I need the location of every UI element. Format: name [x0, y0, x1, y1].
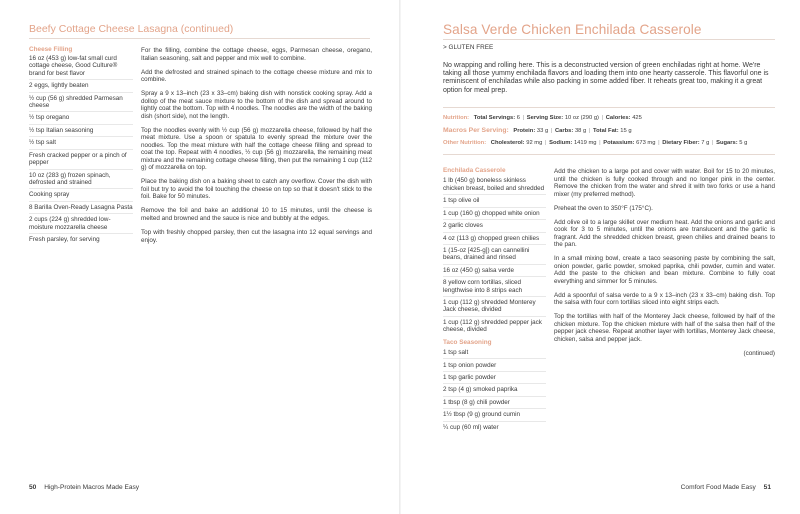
nutrition-line: Nutrition: Total Servings: 6 | Serving Size: 10 oz (290 g) | Calories: 425	[443, 115, 642, 121]
other-nutrition-line: Other Nutrition: Cholesterol: 92 mg | Sodium: 1419 mg | Potassium: 673 mg | Dietary Fiber: 7 g | Sugars: 5 g	[443, 140, 748, 146]
right-title-rule	[443, 39, 775, 40]
fiber-value: 7 g	[701, 140, 710, 146]
potassium-value: 673 mg	[636, 140, 656, 146]
ingredient-item: 1 cup (112 g) shredded Monterey Jack cheese, divided	[443, 297, 546, 317]
ingredient-item: 1 tsp onion powder	[443, 359, 546, 371]
nutrition-label: Nutrition:	[443, 115, 470, 121]
left-recipe-title: Beefy Cottage Cheese Lasagna (continued)	[29, 23, 234, 35]
direction-step: Add a spoonful of salsa verde to a 9 x 13–inch (23 x 33–cm) baking dish. Top the salsa with four corn tortillas sliced into eight strips each.	[554, 291, 775, 307]
cholesterol-label: Cholesterol:	[490, 140, 525, 146]
ingredient-item: 10 oz (283 g) frozen spinach, defrosted and strained	[29, 170, 133, 190]
cheese-filling-heading: Cheese Filling	[29, 46, 73, 53]
macros-line: Macros Per Serving: Protein: 33 g | Carbs: 38 g | Total Fat: 15 g	[443, 127, 632, 134]
ingredient-item: ½ tsp salt	[29, 137, 133, 149]
ingredient-item: Cooking spray	[29, 189, 133, 201]
direction-step: In a small mixing bowl, create a taco seasoning paste by combining the salt, onion powder, garlic powder, smoked paprika, chili powder, cumin and water. Add the paste to the chicken and bean mixture. Combine to fully coat everything and simmer for 5 minutes.	[554, 255, 775, 285]
sodium-label: Sodium:	[549, 140, 573, 146]
serving-size-label: Serving Size:	[526, 115, 564, 121]
servings-label: Total Servings:	[473, 115, 516, 121]
left-book-title: High-Protein Macros Made Easy	[44, 484, 140, 491]
lasagna-directions	[141, 47, 372, 251]
direction-step: Add the chicken to a large pot and cover with water. Boil for 15 to 20 minutes, until the chicken is fully cooked through and no longer pink in the center. Remove the chicken from the water and shred it with two forks or use a hand mixer (my preferred method).	[554, 168, 775, 198]
ingredient-item: 1 cup (112 g) shredded pepper jack cheese, divided	[443, 318, 542, 334]
ingredient-item: 1 cup (160 g) chopped white onion	[443, 208, 546, 220]
right-page	[400, 0, 800, 514]
protein-value: 33 g	[536, 128, 549, 134]
carbs-value: 38 g	[574, 128, 587, 134]
ingredient-item: Fresh cracked pepper or a pinch of pepper	[29, 150, 133, 170]
direction-step: For the filling, combine the cottage cheese, eggs, Parmesan cheese, oregano, Italian seasoning, salt and pepper and mix well to combine.	[141, 47, 372, 62]
direction-step: Preheat the oven to 350°F (175°C).	[554, 204, 653, 212]
left-title-rule	[29, 38, 370, 39]
ingredient-item: 2 cups (224 g) shredded low-moisture mozzarella cheese	[29, 214, 133, 234]
direction-step: Top the noodles evenly with ½ cup (56 g) mozzarella cheese, followed by half the meat mixture. Use a spoon or spatula to evenly spread the mixture over the noodles. Top the meat mixture with half the cottage cheese filling and spread to coat the top. Repeat with 4 noodles, ½ cup (56 g) mozzarella, the remaining meat mixture and the remaining cottage cheese filling, then put the remaining 1 cup (112 g) of mozzarella on top.	[141, 126, 372, 172]
cheese-filling-ingredients	[29, 53, 133, 246]
ingredient-item: 1 tsp garlic powder	[443, 372, 546, 384]
enchilada-directions	[554, 168, 775, 364]
gluten-free-tag: > GLUTEN FREE	[443, 44, 494, 51]
ingredient-item: 1½ tbsp (9 g) ground cumin	[443, 409, 546, 421]
ingredient-item: 2 tsp (4 g) smoked paprika	[443, 384, 546, 396]
ingredient-item: 8 Barilla Oven-Ready Lasagna Pasta	[29, 202, 133, 214]
ingredient-item: 16 oz (453 g) low-fat small curd cottage cheese, Good Culture® brand for best flavor	[29, 53, 133, 80]
fat-value: 15 g	[620, 128, 632, 134]
enchilada-ingredients-column	[443, 167, 546, 433]
direction-step: Spray a 9 x 13–inch (23 x 33–cm) baking dish with nonstick cooking spray. Add a dollop of the meat sauce mixture to the bottom of the dish and spread around to lightly coat the bottom. Top with 4 noodles. The noodles are the width of the baking dish (short side), not the length.	[141, 90, 372, 120]
ingredient-item: ½ tsp oregano	[29, 112, 133, 124]
ingredient-item: ½ tsp Italian seasoning	[29, 125, 133, 137]
recipe-intro: No wrapping and rolling here. This is a deconstructed version of green enchiladas right at home. We're taking all those yummy enchilada flavors and loading them into one hearty casserole. This flavorful one is reminiscent of enchiladas while also packing in some added fiber. It reheats great too, making it a great option for meal prep.	[443, 62, 769, 94]
direction-step: Place the baking dish on a baking sheet to catch any overflow. Cover the dish with foil but try to avoid the foil touching the cheese on top so that it doesn't stick to the foil. Bake for 50 minutes.	[141, 178, 372, 201]
serving-size-value: 10 oz (290 g)	[564, 115, 599, 121]
ingredient-item: 1 lb (450 g) boneless skinless chicken breast, boiled and shredded	[443, 175, 546, 195]
potassium-label: Potassium:	[603, 140, 635, 146]
ingredient-item: ¼ cup (60 ml) water	[443, 423, 499, 431]
total-servings-value: 6	[516, 115, 521, 121]
enchilada-casserole-heading: Enchilada Casserole	[443, 167, 506, 174]
direction-step: Add olive oil to a large skillet over medium heat. Add the onions and garlic and cook for 3 to 5 minutes, until the onions are translucent and the garlic is fragrant. Add the shredded chicken breast, green chilies and drained beans to the pan.	[554, 218, 775, 249]
ingredient-item: 2 eggs, lightly beaten	[29, 80, 133, 92]
calories-value: 425	[632, 115, 642, 121]
ingredient-item: 1 (15-oz [425-g]) can cannellini beans, drained and rinsed	[443, 245, 546, 265]
other-nutrition-label: Other Nutrition:	[443, 140, 487, 146]
sodium-value: 1419 mg	[573, 140, 597, 146]
right-footer	[681, 484, 771, 491]
fiber-label: Dietary Fiber:	[662, 140, 700, 146]
direction-step: Add the defrosted and strained spinach to the cottage cheese mixture and mix to combine.	[141, 68, 372, 84]
taco-seasoning-heading: Taco Seasoning	[443, 338, 492, 346]
right-book-title: Comfort Food Made Easy	[680, 484, 756, 491]
sugars-value: 5 g	[739, 140, 748, 146]
right-page-number: 51	[763, 484, 771, 491]
cholesterol-value: 92 mg	[526, 140, 543, 146]
left-footer	[29, 484, 139, 491]
sugars-label: Sugars:	[716, 140, 738, 146]
enchilada-ingredients	[443, 175, 546, 335]
direction-step: Top with freshly chopped parsley, then cut the lasagna into 12 equal servings and enjoy.	[141, 229, 372, 244]
macros-label: Macros Per Serving:	[443, 127, 509, 134]
direction-step: Remove the foil and bake an additional 10 to 15 minutes, until the cheese is melted and browned and the sauce is nice and bubbly at the edges.	[141, 207, 372, 222]
taco-seasoning-ingredients	[443, 347, 546, 433]
ingredient-item: 1 tbsp (8 g) chili powder	[443, 397, 546, 409]
right-recipe-title: Salsa Verde Chicken Enchilada Casserole	[443, 22, 702, 37]
calories-label: Calories:	[605, 115, 631, 121]
left-page-number: 50	[29, 484, 37, 491]
ingredient-item: 1 tsp olive oil	[443, 195, 546, 207]
ingredient-item: 2 garlic cloves	[443, 220, 546, 232]
ingredient-item: 16 oz (450 g) salsa verde	[443, 265, 546, 277]
protein-label: Protein:	[513, 128, 536, 134]
direction-step: Top the tortillas with half of the Monterey Jack cheese, followed by half of the chicken mixture. Top the chicken mixture with half of the salsa then half of the pepper jack cheese. Repeat another layer with tortillas, Monterey Jack cheese, chicken, salsa and pepper jack.	[554, 313, 775, 343]
ingredient-item: 8 yellow corn tortillas, sliced lengthwise into 8 strips each	[443, 277, 546, 297]
ingredient-item: 1 tsp salt	[443, 347, 546, 359]
carbs-label: Carbs:	[554, 128, 574, 134]
ingredient-item: ½ cup (56 g) shredded Parmesan cheese	[29, 93, 133, 113]
nutrition-bottom-rule	[443, 154, 775, 155]
fat-label: Total Fat:	[593, 128, 619, 134]
continued-note: (continued)	[743, 350, 775, 358]
ingredient-item: Fresh parsley, for serving	[29, 236, 100, 244]
nutrition-top-rule	[443, 107, 775, 108]
ingredient-item: 4 oz (113 g) chopped green chilies	[443, 233, 546, 245]
